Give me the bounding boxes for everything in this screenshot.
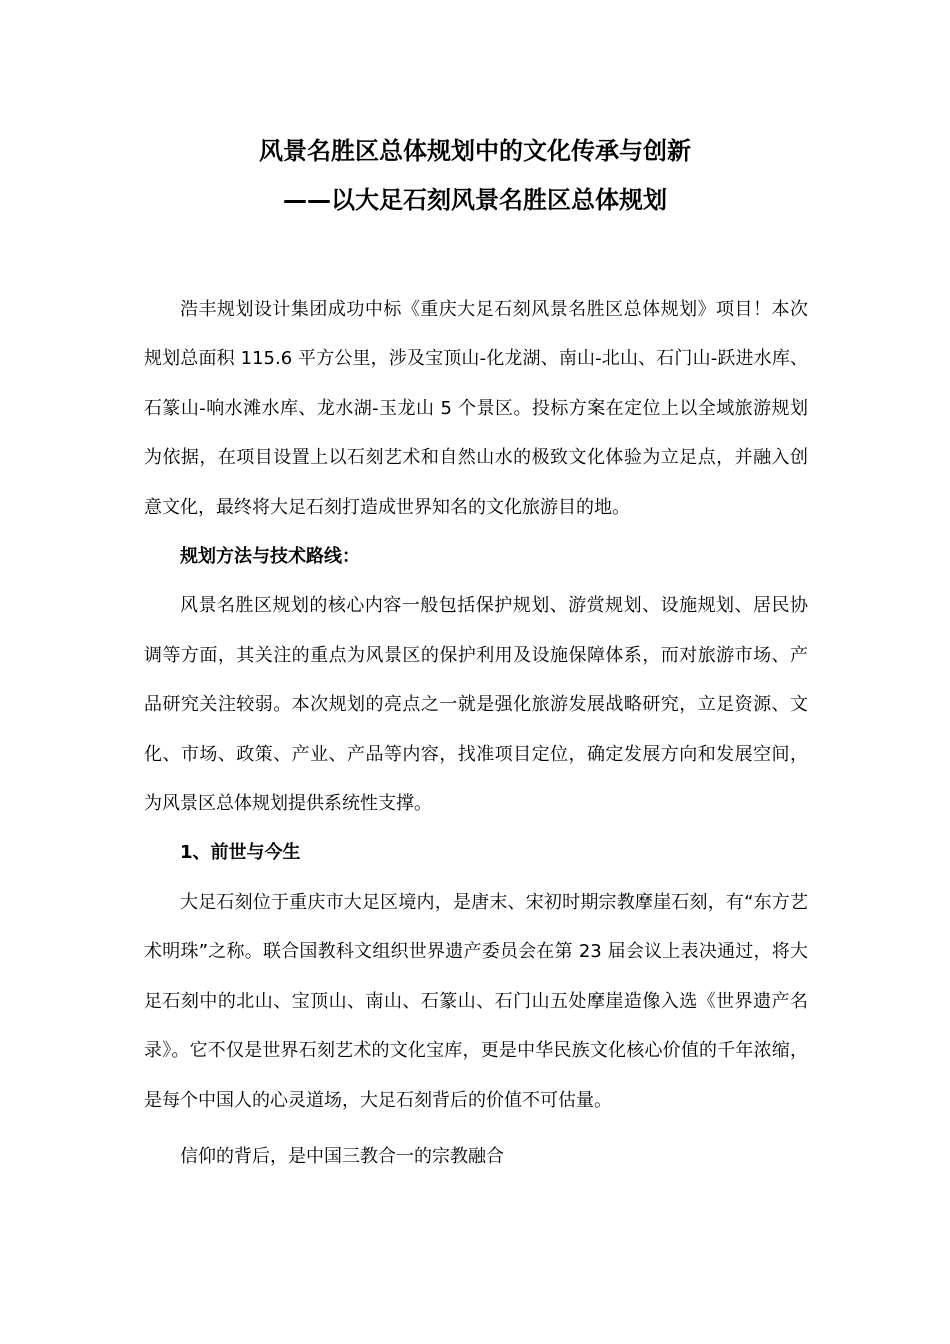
paragraph-religion: 信仰的背后，是中国三教合一的宗教融合 <box>180 1145 504 1167</box>
document-title: 风景名胜区总体规划中的文化传承与创新 <box>259 137 691 165</box>
paragraph-history: 大足石刻位于重庆市大足区境内，是唐末、宋初时期宗教摩崖石刻，有“东方艺术明珠”之称。联合国教科文组织世界遗产委员会在第 23 届会议上表决通过，将大足石刻中的北山、宝顶山、南山、石篆山、石门山五处摩崖造像入选《世界遗产名录》。它不仅是世界石刻艺术的文化宝库，更是中华民族文化核心价值的千年浓缩，是每个中国人的心灵道场，大足石刻背后的价值不可估量。 <box>144 891 808 1111</box>
paragraph-methods: 风景名胜区规划的核心内容一般包括保护规划、游赏规划、设施规划、居民协调等方面，其关注的重点为风景区的保护利用及设施保障体系，而对旅游市场、产品研究关注较弱。本次规划的亮点之一就是强化旅游发展战略研究，立足资源、文化、市场、政策、产业、产品等内容，找准项目定位，确定发展方向和发展空间，为风景区总体规划提供系统性支撑。 <box>144 595 808 815</box>
paragraph-intro: 浩丰规划设计集团成功中标《重庆大足石刻风景名胜区总体规划》项目！本次规划总面积 115.6 平方公里，涉及宝顶山-化龙湖、南山-北山、石门山-跃进水库、石篆山-响水滩水库、龙水湖-玉龙山 5 个景区。投标方案在定位上以全域旅游规划为依据，在项目设置上以石刻艺术和自然山水的极致文化体验为立足点，并融入创意文化，最终将大足石刻打造成世界知名的文化旅游目的地。 <box>144 299 808 518</box>
section-heading-methods: 规划方法与技术路线： <box>180 546 360 568</box>
document-subtitle: ——以大足石刻风景名胜区总体规划 <box>283 186 667 214</box>
section-heading-history: 1、前世与今生 <box>180 842 301 864</box>
document-body <box>144 285 808 1181</box>
